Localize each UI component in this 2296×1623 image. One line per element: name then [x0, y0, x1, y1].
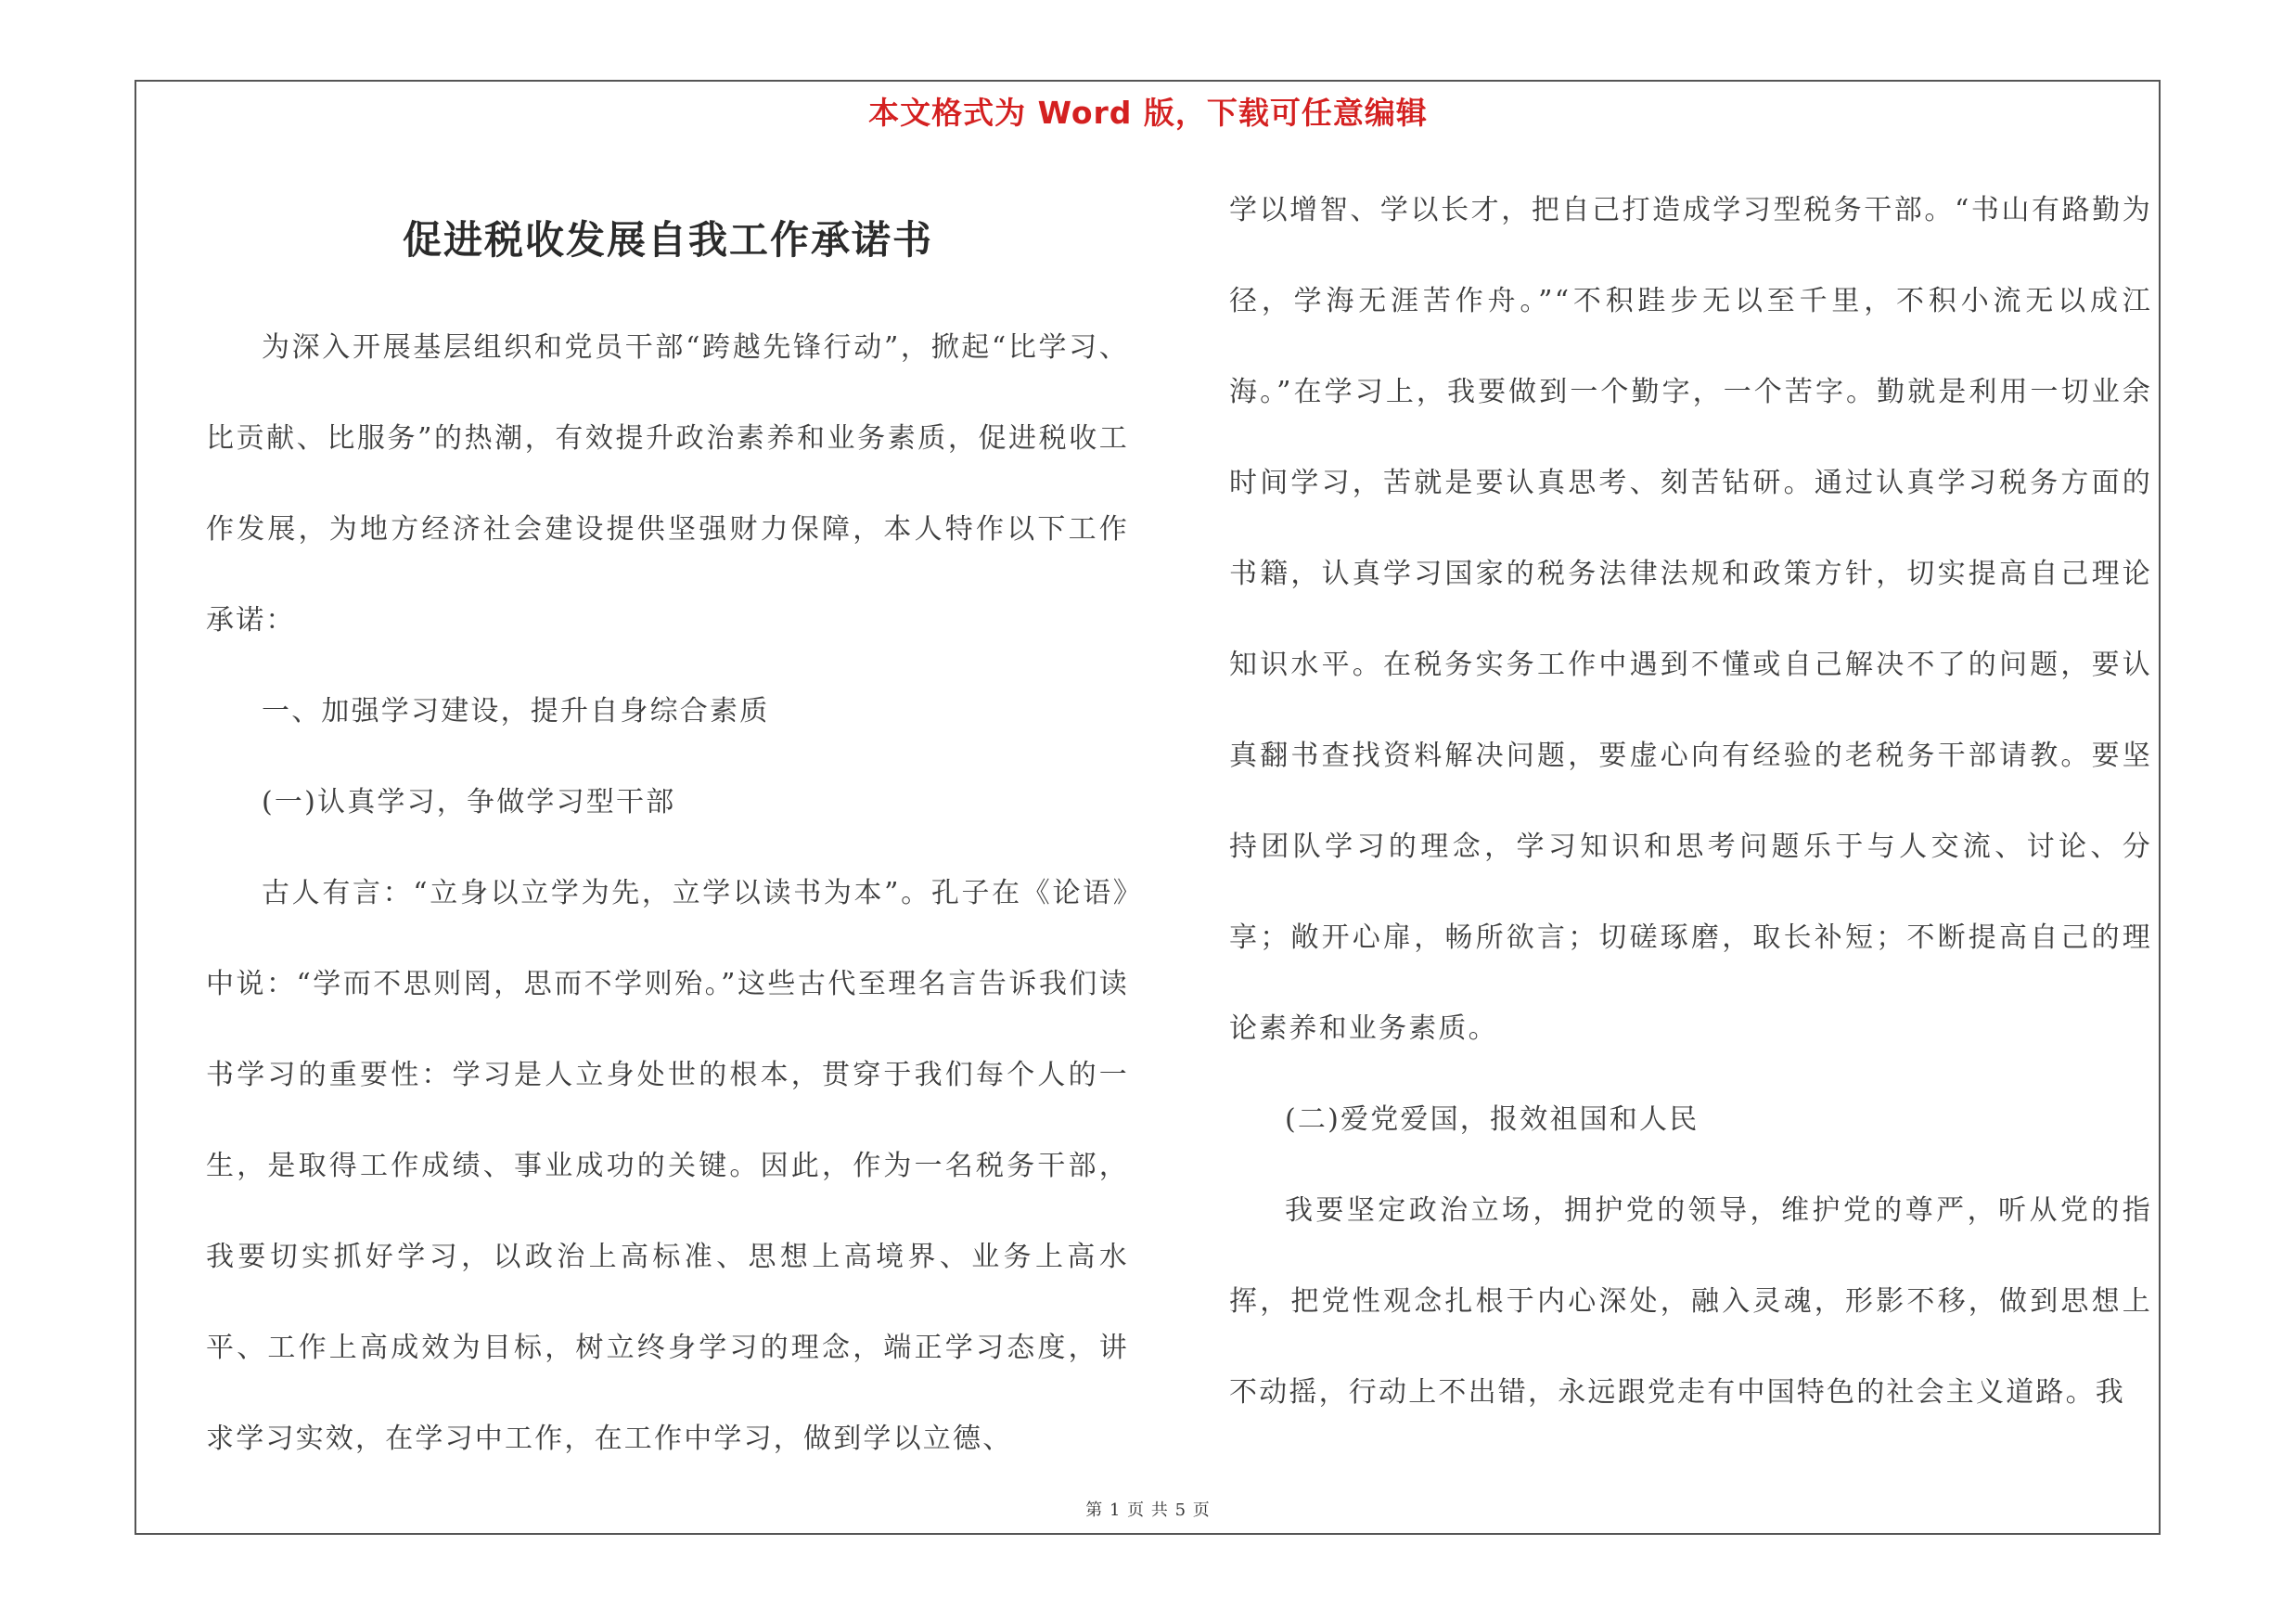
document-title: 促进税收发展自我工作承诺书 [402, 217, 933, 263]
paragraph-patriotism: 我要坚定政治立场，拥护党的领导，维护党的尊严，听从党的指挥，把党性观念扎根于内心深处，融入灵魂，形影不移，做到思想上不动摇，行动上不出错，永远跟党走有中国特色的社会主义道路。我 [1229, 1194, 2152, 1409]
left-column [206, 303, 1129, 1485]
format-banner: 本文格式为 Word 版，下载可任意编辑 [868, 95, 1428, 131]
paragraph-study: 古人有言：“立身以立学为先，立学以读书为本”。孔子在《论语》中说：“学而不思则罔，思而不学则殆。”这些古代至理名言告诉我们读书学习的重要性：学习是人立身处世的根本，贯穿于我们每个人的一生，是取得工作成绩、事业成功的关键。因此，作为一名税务干部，我要切实抓好学习，以政治上高标准、思想上高境界、业务上高水平、工作上高成效为目标，树立终身学习的理念，端正学习态度，讲求学习实效，在学习中工作，在工作中学习，做到学以立德、 [206, 877, 1129, 1455]
subheading-1-1: (一)认真学习，争做学习型干部 [262, 786, 676, 818]
paragraph-intro: 为深入开展基层组织和党员干部“跨越先锋行动”，掀起“比学习、比贡献、比服务”的热潮，有效提升政治素养和业务素质，促进税收工作发展，为地方经济社会建设提供坚强财力保障，本人特作以下工作承诺： [206, 331, 1129, 637]
subheading-1-2: (二)爱党爱国，报效祖国和人民 [1285, 1103, 1700, 1136]
heading-section-1: 一、加强学习建设，提升自身综合素质 [262, 695, 770, 728]
page-footer: 第 1 页 共 5 页 [1085, 1501, 1211, 1520]
right-column [1229, 165, 2152, 1438]
paragraph-study-continued: 学以增智、学以长才，把自己打造成学习型税务干部。“书山有路勤为径，学海无涯苦作舟。”“不积跬步无以至千里，不积小流无以成江海。”在学习上，我要做到一个勤字，一个苦字。勤就是利用一切业余时间学习，苦就是要认真思考、刻苦钻研。通过认真学习税务方面的书籍，认真学习国家的税务法律法规和政策方针，切实提高自己理论知识水平。在税务实务工作中遇到不懂或自己解决不了的问题，要认真翻书查找资料解决问题，要虚心向有经验的老税务干部请教。要坚持团队学习的理念，学习知识和思考问题乐于与人交流、讨论、分享；敞开心扉，畅所欲言；切磋琢磨，取长补短；不断提高自己的理论素养和业务素质。 [1229, 194, 2152, 1045]
